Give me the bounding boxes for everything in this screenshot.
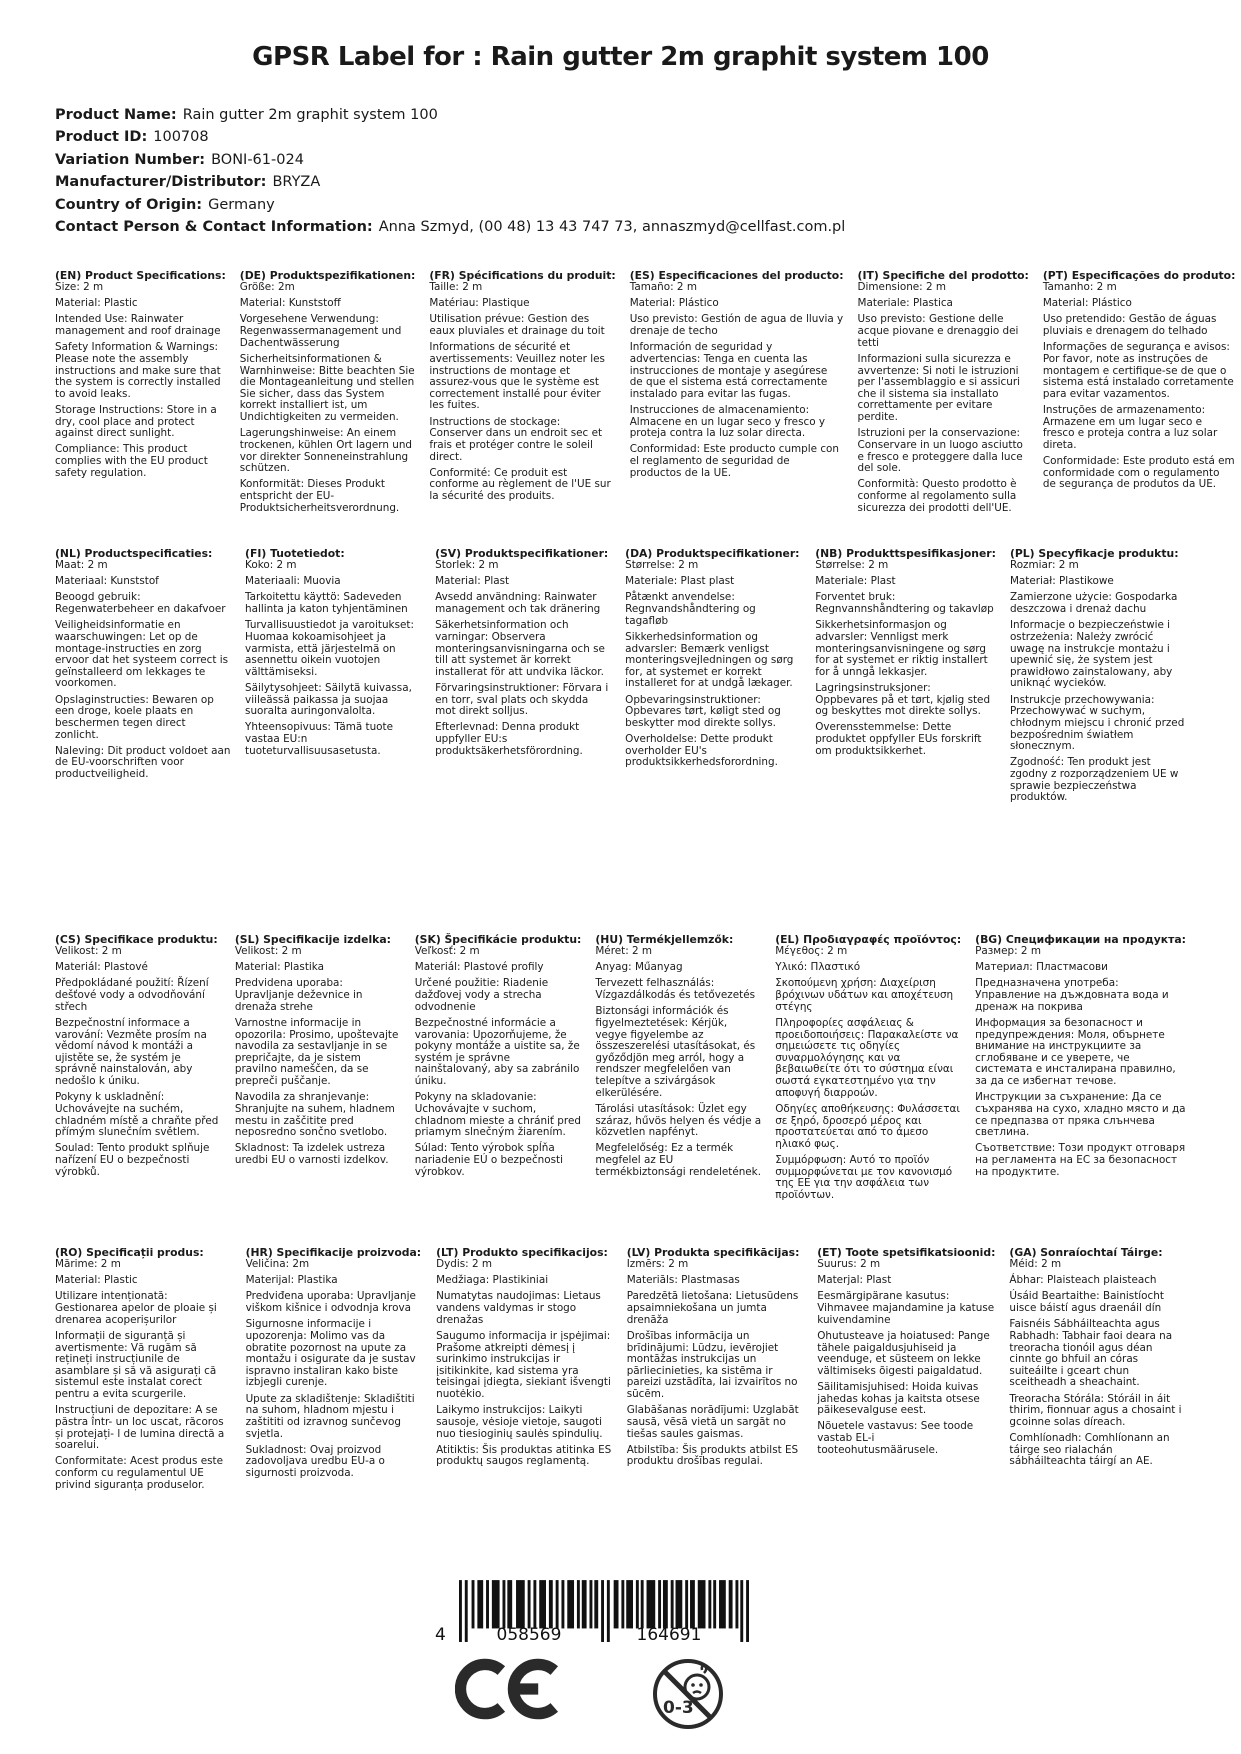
- lang-row-4: [55, 1247, 1186, 1547]
- spec-paragraph: Veľkosť: 2 m: [414, 945, 480, 958]
- spec-paragraph: Predvidena uporaba: Upravljanje deževnice in drenaža strehe: [234, 977, 363, 1013]
- lang-paragraphs: [245, 560, 421, 757]
- spec-paragraph: Materiál: Plastové profily: [414, 961, 544, 974]
- spec-paragraph: Instrukcje przechowywania: Przechowywać w suchym, chłodnym miejscu i chronić przed bezpośrednim światłem słonecznym.: [1009, 693, 1185, 753]
- spec-paragraph: Nõuetele vastavus: See toode vastab EL-i tooteohutusmäärusele.: [817, 1420, 974, 1456]
- lang-header: (EN) Product Specifications:: [55, 269, 226, 283]
- spec-paragraph: Treoracha Stórála: Stóráil in áit thirim, fionnuar agus a chosaint i gcoinne solas díreach.: [1009, 1392, 1182, 1428]
- spec-paragraph: Konformität: Dieses Produkt entspricht der EU-Produktsicherheitsverordnung.: [239, 478, 400, 514]
- spec-paragraph: Overensstemmelse: Dette produktet oppfyller EUs forskrift om produktsikkerhet.: [815, 721, 982, 757]
- spec-paragraph: Instructions de stockage: Conserver dans un endroit sec et frais et protéger contre le soleil direct.: [429, 415, 603, 463]
- spec-paragraph: Veiligheidsinformatie en waarschuwingen: Let op de montage-instructies en zorg ervoor dat het systeem correct is geïnstalleerd om lekkages te voorkomen.: [55, 619, 229, 690]
- spec-paragraph: Ohutusteave ja hoiatused: Pange tähele paigaldusjuhiseid ja veenduge, et süsteem on lekke vältimiseks õigesti paigaldatud.: [817, 1329, 990, 1377]
- spec-paragraph: Koko: 2 m: [245, 559, 297, 572]
- lang-paragraphs: [429, 282, 615, 502]
- field-label: Product Name:: [55, 107, 177, 123]
- lang-block-sv: [435, 548, 611, 934]
- lang-header: (PL) Specyfikacje produktu:: [1009, 547, 1179, 561]
- age-warning-label: 0-3: [663, 1698, 694, 1719]
- field-label: Manufacturer/Distributor:: [55, 174, 267, 191]
- spec-paragraph: Bezpečnostné informácie a varovania: Upozorňujeme, že pokyny montáže a uistite sa, že systém je správne nainštalovaný, aby sa zabránilo úniku.: [414, 1016, 580, 1088]
- spec-paragraph: Instruções de armazenamento: Armazene em um lugar seco e fresco e proteja contra a luz solar direta.: [1042, 403, 1218, 451]
- barcode-digits-left: 058569: [496, 1625, 562, 1646]
- spec-paragraph: Material: Plast: [435, 575, 510, 588]
- spec-paragraph: Tárolási utasítások: Üzlet egy száraz, hűvös helyen és védje a közvetlen napfényt.: [595, 1102, 762, 1139]
- spec-paragraph: Matériau: Plastique: [429, 297, 530, 310]
- spec-paragraph: Súlad: Tento výrobok spĺňa nariadenie EÚ o bezpečnosti výrobkov.: [414, 1142, 563, 1178]
- spec-paragraph: Размер: 2 m: [975, 945, 1041, 958]
- lang-header: (HU) Termékjellemzők:: [595, 933, 734, 947]
- field-value: Rain gutter 2m graphit system 100: [182, 107, 438, 123]
- lang-header: (HR) Specifikacije proizvoda:: [245, 1246, 422, 1260]
- spec-paragraph: Materiale: Plast plast: [625, 575, 735, 588]
- spec-paragraph: Ábhar: Plaisteach plaisteach: [1009, 1274, 1157, 1287]
- spec-paragraph: Safety Information & Warnings: Please note the assembly instructions and make sure that the system is correctly installed to avoid leaks.: [55, 341, 221, 400]
- field-value: BONI-61-024: [211, 151, 304, 168]
- spec-paragraph: Utilizare intenționată: Gestionarea apelor de ploaie și drenarea acoperișurilor: [55, 1290, 217, 1326]
- spec-paragraph: Laikymo instrukcijos: Laikyti sausoje, vėsioje vietoje, saugoti nuo tiesioginių saulės spindulių.: [436, 1404, 603, 1440]
- spec-paragraph: Συμμόρφωση: Αυτό το προϊόν συμμορφώνεται με τον κανονισμό της ΕΕ για την ασφάλεια των προϊόντων.: [775, 1153, 953, 1201]
- spec-paragraph: Säilitamisjuhised: Hoida kuivas jahedas kohas ja kaitsta otsese päikesevalguse eest.: [817, 1380, 980, 1417]
- lang-header: (LV) Produkta specifikācijas:: [626, 1246, 800, 1260]
- lang-block-et: [817, 1247, 995, 1547]
- spec-paragraph: Opbevaringsinstruktioner: Opbevares tørt, køligt sted og beskytter mod direkte sollys.: [625, 693, 781, 729]
- lang-header: (EL) Προδιαγραφές προϊόντος:: [775, 933, 962, 947]
- spec-paragraph: Istruzioni per la conservazione: Conservare in un luogo asciutto e fresco e proteggere dalla luce del sole.: [857, 427, 1023, 475]
- contact-row: [55, 220, 1186, 236]
- spec-paragraph: Predviđena uporaba: Upravljanje viškom kišnice i odvodnja krova: [245, 1290, 416, 1315]
- spec-paragraph: Méret: 2 m: [595, 945, 653, 958]
- spec-paragraph: Størrelse: 2 m: [625, 559, 699, 572]
- spec-paragraph: Sicherheitsinformationen & Warnhinweise: Bitte beachten Sie die Montageanleitung und stellen Sie sicher, dass das System korrekt installiert ist, um Undichtigkeiten zu vermeiden.: [239, 352, 415, 424]
- spec-paragraph: Overholdelse: Dette produkt overholder EU's produktsikkerhedsforordning.: [625, 733, 778, 769]
- lang-block-en: [55, 270, 226, 548]
- ce-mark-icon: [455, 1657, 559, 1721]
- spec-paragraph: Navodila za shranjevanje: Shranjujte na suhem, hladnem mestu in zaščitite pred neposredno sončno svetlobo.: [234, 1091, 395, 1139]
- spec-paragraph: Material: Plástico: [1042, 297, 1132, 310]
- lang-paragraphs: [775, 946, 961, 1201]
- lang-paragraphs: [858, 282, 1029, 514]
- field-label: Product ID:: [55, 129, 148, 146]
- field-value: Anna Szmyd, (00 48) 13 43 747 73, annaszmyd@cellfast.com.pl: [378, 219, 846, 236]
- spec-paragraph: Förvaringsinstruktioner: Förvara i en torr, sval plats och skydda mot direkt solljus.: [435, 681, 609, 718]
- lang-block-ro: [55, 1247, 232, 1547]
- age-warning-icon: [651, 1657, 725, 1731]
- manufacturer-row: [55, 175, 1186, 191]
- spec-paragraph: Material: Kunststoff: [239, 297, 341, 310]
- lang-paragraphs: [1009, 1259, 1186, 1468]
- lang-paragraphs: [240, 282, 416, 514]
- spec-paragraph: Μέγεθος: 2 m: [775, 945, 848, 958]
- spec-paragraph: Méid: 2 m: [1009, 1258, 1062, 1271]
- spec-paragraph: Lagringsinstruksjoner: Oppbevares på et tørt, kjølig sted og beskyttes mot direkte sollys.: [815, 681, 991, 718]
- spec-paragraph: Forventet bruk: Regnvannshåndtering og takavløp: [815, 591, 994, 616]
- spec-paragraph: Materiaal: Kunststof: [55, 575, 159, 588]
- spec-paragraph: Utilisation prévue: Gestion des eaux pluviales et drainage du toit: [429, 313, 605, 338]
- lang-block-fr: [429, 270, 615, 548]
- variation-number-row: [55, 153, 1186, 169]
- spec-paragraph: Medžiaga: Plastikiniai: [436, 1274, 549, 1287]
- spec-paragraph: Velikost: 2 m: [55, 945, 122, 958]
- field-value: 100708: [153, 129, 209, 146]
- spec-paragraph: Biztonsági információk és figyelmeztetések: Kérjük, vegye figyelembe az összeszerelési utasításokat, és győződjön meg arról, hogy a rendszer megfelelően van telepítve a szivárgások elkerülésére.: [595, 1005, 756, 1099]
- spec-paragraph: Určené použitie: Riadenie dažďovej vody a strecha odvodnenie: [414, 977, 549, 1013]
- barcode-digits-right: 164691: [636, 1625, 702, 1646]
- lang-paragraphs: [630, 282, 844, 479]
- lang-block-hr: [246, 1247, 423, 1547]
- spec-paragraph: Soulad: Tento produkt splňuje nařízení EU o bezpečnosti výrobků.: [55, 1142, 210, 1178]
- lang-paragraphs: [435, 560, 611, 757]
- spec-paragraph: Предназначена употреба: Управление на дъждовната вода и дренаж на покрива: [975, 977, 1169, 1013]
- lang-block-el: [775, 934, 961, 1247]
- lang-block-nb: [815, 548, 996, 934]
- spec-paragraph: Předpokládané použití: Řízení dešťové vody a odvodňování střech: [55, 977, 209, 1013]
- spec-paragraph: Οδηγίες αποθήκευσης: Φυλάσσεται σε ξηρό, δροσερό μέρος και προστατεύεται από το άμεσο ηλιακό φως.: [775, 1102, 960, 1150]
- spec-paragraph: Materiál: Plastové: [55, 961, 148, 974]
- spec-paragraph: Съответствие: Този продукт отговаря на регламента на ЕС за безопасност на продуктите.: [975, 1142, 1186, 1178]
- spec-paragraph: Saugumo informacija ir įspėjimai: Prašome atkreipti dėmesį į surinkimo instrukcijas ir įsitikinkite, kad sistema yra teisingai įdiegta, siekiant išvengti nuotėkio.: [436, 1329, 611, 1401]
- spec-paragraph: Suurus: 2 m: [817, 1258, 881, 1271]
- lang-header: (ET) Toote spetsifikatsioonid:: [817, 1246, 996, 1260]
- spec-paragraph: Drošības informācija un brīdinājumi: Lūdzu, ievērojiet montāžas instrukcijas un pārliecinieties, ka sistēma ir pareizi uzstādīta, lai izvairītos no sūcēm.: [626, 1329, 798, 1401]
- spec-paragraph: Uso pretendido: Gestão de águas pluviais e drenagem do telhado: [1042, 313, 1217, 338]
- spec-paragraph: Conformità: Questo prodotto è conforme al regolamento sulla sicurezza dei prodotti dell'UE.: [857, 478, 1017, 514]
- lang-block-pl: [1010, 548, 1186, 934]
- lang-paragraphs: [1010, 560, 1186, 804]
- lang-paragraphs: [815, 560, 996, 757]
- lang-paragraphs: [627, 1259, 804, 1468]
- spec-paragraph: Avsedd användning: Rainwater management och tak dränering: [435, 591, 601, 616]
- spec-paragraph: Conformidad: Este producto cumple con el reglamento de seguridad de productos de la UE.: [629, 443, 840, 479]
- field-value: Germany: [208, 196, 275, 213]
- spec-paragraph: Tamaño: 2 m: [629, 281, 697, 294]
- spec-paragraph: Size: 2 m: [55, 281, 104, 294]
- lang-header: (DA) Produktspecifikationer:: [625, 547, 800, 561]
- spec-paragraph: Vorgesehene Verwendung: Regenwassermanagement und Dachentwässerung: [239, 313, 402, 349]
- spec-paragraph: Påtænkt anvendelse: Regnvandshåndtering og tagafløb: [625, 591, 756, 627]
- spec-paragraph: Mărime: 2 m: [55, 1258, 121, 1271]
- spec-paragraph: Material: Plástico: [629, 297, 719, 310]
- lang-paragraphs: [55, 1259, 232, 1491]
- spec-paragraph: Comhlíonadh: Comhlíonann an táirge seo rialachán sábháilteachta táirgí an AE.: [1009, 1432, 1170, 1468]
- field-label: Variation Number:: [55, 151, 206, 168]
- spec-paragraph: Faisnéis Sábháilteachta agus Rabhadh: Tabhair faoi deara na treoracha tionóil agus déan cinnte go bhfuil an córas suiteáilte i gceart chun sceitheadh a sheachaint.: [1009, 1318, 1173, 1389]
- spec-paragraph: Úsáid Beartaithe: Bainistíocht uisce báistí agus draenáil dín: [1009, 1290, 1164, 1315]
- lang-block-hu: [595, 934, 761, 1247]
- lang-block-es: [630, 270, 844, 548]
- spec-paragraph: Atitiktis: Šis produktas atitinka ES produktų saugos reglamentą.: [436, 1443, 612, 1468]
- field-label: Country of Origin:: [55, 196, 203, 213]
- marks-row: [437, 1657, 767, 1731]
- spec-paragraph: Uso previsto: Gestione delle acque piovane e drenaggio dei tetti: [857, 313, 1019, 349]
- spec-paragraph: Bezpečnostní informace a varování: Vezměte prosím na vědomí návod k montáži a ujistěte se, že systém je správně nainstalován, aby nedošlo k úniku.: [55, 1016, 207, 1088]
- lang-header: (SV) Produktspecifikationer:: [435, 547, 609, 561]
- spec-paragraph: Sukladnost: Ovaj proizvod zadovoljava uredbu EU-a o sigurnosti proizvoda.: [245, 1443, 385, 1479]
- spec-paragraph: Materiale: Plastica: [857, 297, 953, 310]
- spec-paragraph: Informações de segurança e avisos: Por favor, note as instruções de montagem e certifique-se de que o sistema está instalado corretamente para evitar vazamentos.: [1042, 341, 1234, 400]
- spec-paragraph: Информация за безопасност и предупреждения: Моля, обърнете внимание на инструкциите за сглобяване и се уверете, че системата е инсталирана правилно, за да се избегнат течове.: [975, 1016, 1176, 1088]
- lang-block-bg: [975, 934, 1186, 1247]
- spec-paragraph: Paredzētā lietošana: Lietusūdens apsaimniekošana un jumta drenāža: [626, 1290, 799, 1326]
- lang-header: (NB) Produkttspesifikasjoner:: [815, 547, 996, 561]
- spec-paragraph: Sikkerhetsinformasjon og advarsler: Vennligst merk monteringsanvisningene og sørg for at systemet er riktig installert for å unngå lekkasjer.: [815, 619, 988, 678]
- spec-paragraph: Materiale: Plast: [815, 575, 896, 588]
- spec-paragraph: Инструкции за съхранение: Да се съхранява на сухо, хладно място и да се предпазва от пряка слънчева светлина.: [975, 1091, 1186, 1139]
- spec-paragraph: Beoogd gebruik: Regenwaterbeheer en dakafvoer: [55, 591, 226, 616]
- lang-header: (GA) Sonraíochtaí Táirge:: [1009, 1246, 1163, 1260]
- field-value: BRYZA: [272, 174, 321, 191]
- spec-paragraph: Størrelse: 2 m: [815, 559, 889, 572]
- lang-row-3: [55, 934, 1186, 1247]
- lang-paragraphs: [625, 560, 801, 769]
- spec-paragraph: Skladnost: Ta izdelek ustreza uredbi EU o varnosti izdelkov.: [234, 1142, 389, 1166]
- spec-paragraph: Größe: 2m: [239, 281, 295, 294]
- lang-header: (NL) Productspecificaties:: [55, 547, 213, 561]
- spec-paragraph: Taille: 2 m: [429, 281, 483, 294]
- lang-row-2: [55, 548, 1186, 934]
- lang-header: (CS) Specifikace produktu:: [55, 933, 218, 947]
- spec-paragraph: Materjal: Plast: [817, 1274, 892, 1287]
- lang-header: (BG) Спецификации на продукта:: [975, 933, 1186, 947]
- spec-paragraph: Sigurnosne informacije i upozorenja: Molimo vas da obratite pozornost na upute za montažu i osigurate da je sustav ispravno instaliran kako biste izbjegli curenje.: [245, 1318, 416, 1389]
- spec-paragraph: Materiāls: Plastmasas: [626, 1274, 740, 1287]
- lang-row-1: [55, 269, 1236, 548]
- barcode: [435, 1579, 769, 1646]
- spec-paragraph: Veličina: 2m: [245, 1258, 310, 1271]
- spec-paragraph: Instrucciones de almacenamiento: Almacene en un lugar seco y fresco y proteja contra la luz solar directa.: [629, 403, 825, 440]
- spec-paragraph: Numatytas naudojimas: Lietaus vandens valdymas ir stogo drenažas: [436, 1290, 601, 1326]
- spec-paragraph: Rozmiar: 2 m: [1009, 559, 1079, 572]
- lang-paragraphs: [436, 1259, 613, 1468]
- spec-paragraph: Efterlevnad: Denna produkt uppfyller EU:s produktsäkerhetsförordning.: [435, 721, 583, 757]
- lang-block-sl: [235, 934, 401, 1247]
- spec-paragraph: Πληροφορίες ασφάλειας & προειδοποιήσεις: Παρακαλείστε να σημειώσετε τις οδηγίες συναρμολόγησης και να βεβαιωθείτε ότι το σύστημα είναι σωστά εγκατεστημένο για την αποφυγή διαρροών.: [775, 1016, 959, 1099]
- lang-block-sk: [415, 934, 582, 1247]
- spec-paragraph: Intended Use: Rainwater management and roof drainage: [55, 313, 221, 338]
- spec-paragraph: Izmērs: 2 m: [626, 1258, 689, 1271]
- spec-paragraph: Informations de sécurité et avertissements: Veuillez noter les instructions de montage et assurez-vous que le système est correctement installé pour éviter les fuites.: [429, 341, 605, 412]
- spec-paragraph: Storage Instructions: Store in a dry, cool place and protect against direct sunlight.: [55, 403, 217, 440]
- lang-paragraphs: [235, 946, 401, 1166]
- lang-paragraphs: [975, 946, 1186, 1178]
- lang-header: (ES) Especificaciones del producto:: [629, 269, 844, 283]
- spec-paragraph: Informații de siguranță și avertismente: Vă rugăm să rețineți instrucțiunile de asamblare și să vă asigurați că sistemul este instalat corect pentru a evita scurgerile.: [55, 1329, 217, 1401]
- spec-paragraph: Materiał: Plastikowe: [1009, 575, 1114, 588]
- lang-block-lv: [627, 1247, 804, 1547]
- spec-paragraph: Informazioni sulla sicurezza e avvertenze: Si noti le istruzioni per l'assemblaggio e si assicuri che il sistema sia installato correttamente per evitare perdite.: [857, 352, 1020, 424]
- spec-paragraph: Säilytysohjeet: Säilytä kuivassa, viileässä paikassa ja suojaa suoralta auringonvalolta.: [245, 681, 412, 718]
- spec-paragraph: Compliance: This product complies with the EU product safety regulation.: [55, 443, 208, 479]
- lang-header: (SK) Špecifikácie produktu:: [414, 933, 582, 947]
- lang-header: (DE) Produktspezifikationen:: [239, 269, 416, 283]
- spec-paragraph: Informacje o bezpieczeństwie i ostrzeżenia: Należy zwrócić uwagę na instrukcje montażu i upewnić się, że system jest prawidłowo zainstalowany, aby uniknąć wycieków.: [1009, 619, 1173, 690]
- lang-block-pt: [1043, 270, 1236, 548]
- spec-paragraph: Glabāšanas norādījumi: Uzglabāt sausā, vēsā vietā un sargāt no tiešas saules gaismas.: [626, 1404, 799, 1440]
- lang-header: (FI) Tuotetiedot:: [245, 547, 345, 561]
- country-of-origin-row: [55, 198, 1186, 214]
- lang-paragraphs: [817, 1259, 995, 1456]
- spec-paragraph: Zgodność: Ten produkt jest zgodny z rozporządzeniem UE w sprawie bezpieczeństwa produktów.: [1009, 756, 1179, 804]
- lang-block-cs: [55, 934, 221, 1247]
- lang-header: (FR) Spécifications du produit:: [429, 269, 616, 283]
- spec-paragraph: Atbilstība: Šis produkts atbilst ES produktu drošības regulai.: [626, 1443, 799, 1468]
- spec-paragraph: Tarkoitettu käyttö: Sadeveden hallinta ja katon tyhjentäminen: [245, 591, 408, 616]
- spec-paragraph: Maat: 2 m: [55, 559, 108, 572]
- lang-paragraphs: [1043, 282, 1236, 491]
- spec-paragraph: Uso previsto: Gestión de agua de lluvia y drenaje de techo: [629, 313, 844, 338]
- spec-paragraph: Anyag: Műanyag: [595, 961, 683, 974]
- spec-paragraph: Varnostne informacije in opozorila: Prosimo, upoštevajte navodila za sestavljanje in se prepričajte, da je sistem pravilno nameščen, da se prepreči puščanje.: [234, 1016, 399, 1088]
- spec-paragraph: Säkerhetsinformation och varningar: Observera monteringsanvisningarna och se till att systemet är korrekt installerat för att undvika läckor.: [435, 619, 605, 678]
- spec-paragraph: Información de seguridad y advertencias: Tenga en cuenta las instrucciones de montaje y asegúrese de que el sistema está correctamente instalado para evitar las fugas.: [629, 341, 828, 400]
- spec-paragraph: Yhteensopivuus: Tämä tuote vastaa EU:n tuoteturvallisuusasetusta.: [245, 721, 393, 757]
- spec-paragraph: Sikkerhedsinformation og advarsler: Bemærk venligst monteringsvejledningen og sørg for, at systemet er korrekt installeret for at undgå lækager.: [625, 630, 794, 690]
- lang-block-lt: [436, 1247, 613, 1547]
- spec-paragraph: Zamierzone użycie: Gospodarka deszczowa i drenaż dachu: [1009, 591, 1178, 616]
- spec-paragraph: Materijal: Plastika: [245, 1274, 338, 1287]
- barcode-digit-first: 4: [435, 1625, 446, 1646]
- lang-header: (LT) Produkto specifikacijos:: [436, 1246, 608, 1260]
- lang-header: (IT) Specifiche del prodotto:: [857, 269, 1029, 283]
- lang-header: (PT) Especificações do produto:: [1042, 269, 1236, 283]
- spec-paragraph: Pokyny k uskladnění: Uchovávejte na suchém, chladném místě a chraňte před přímým slunečním světlem.: [55, 1091, 219, 1139]
- lang-header: (SL) Specifikacije izdelka:: [234, 933, 391, 947]
- spec-paragraph: Σκοπούμενη χρήση: Διαχείριση βρόχινων υδάτων και αποχέτευση στέγης: [775, 977, 954, 1013]
- spec-paragraph: Pokyny na skladovanie: Uchovávajte v suchom, chladnom mieste a chrániť pred priamym slnečným žiarením.: [414, 1091, 581, 1139]
- lang-block-ga: [1009, 1247, 1186, 1547]
- spec-paragraph: Eesmärgipärane kasutus: Vihmavee majandamine ja katuse kuivendamine: [817, 1290, 995, 1326]
- lang-paragraphs: [55, 560, 231, 780]
- lang-paragraphs: [595, 946, 761, 1178]
- spec-paragraph: Conformitate: Acest produs este conform cu regulamentul UE privind siguranța produselor.: [55, 1455, 224, 1491]
- spec-paragraph: Dimensione: 2 m: [857, 281, 947, 294]
- spec-paragraph: Lagerungshinweise: An einem trockenen, kühlen Ort lagern und vor direkter Sonneneinstrahlung schützen.: [239, 427, 413, 475]
- spec-paragraph: Tervezett felhasználás: Vízgazdálkodás és tetővezetés: [595, 977, 756, 1002]
- spec-paragraph: Material: Plastic: [55, 1274, 138, 1287]
- spec-paragraph: Material: Plastika: [234, 961, 324, 974]
- product-id-row: [55, 130, 1186, 146]
- spec-paragraph: Upute za skladištenje: Skladištiti na suhom, hladnom mjestu i zaštititi od izravnog sunčevog svjetla.: [245, 1392, 415, 1440]
- lang-block-nl: [55, 548, 231, 934]
- spec-paragraph: Materiaali: Muovia: [245, 575, 341, 588]
- spec-paragraph: Storlek: 2 m: [435, 559, 499, 572]
- lang-paragraphs: [55, 282, 226, 479]
- spec-paragraph: Naleving: Dit product voldoet aan de EU-voorschriften voor productveiligheid.: [55, 744, 231, 780]
- spec-paragraph: Υλικό: Πλαστικό: [775, 961, 861, 974]
- lang-block-fi: [245, 548, 421, 934]
- lang-block-it: [858, 270, 1029, 548]
- language-grid: [55, 269, 1236, 1547]
- barcode-digits: [435, 1625, 765, 1645]
- lang-paragraphs: [55, 946, 221, 1178]
- spec-paragraph: Conformité: Ce produit est conforme au règlement de l'UE sur la sécurité des produits.: [429, 466, 611, 502]
- spec-paragraph: Instrucțiuni de depozitare: A se păstra într- un loc uscat, răcoros și protejați- l de lumina directă a soarelui.: [55, 1404, 225, 1452]
- lang-block-de: [240, 270, 416, 548]
- spec-paragraph: Материал: Пластмасови: [975, 961, 1108, 974]
- spec-paragraph: Megfelelőség: Ez a termék megfelel az EU termékbiztonsági rendeletének.: [595, 1142, 762, 1178]
- lang-block-da: [625, 548, 801, 934]
- page-title: GPSR Label for : Rain gutter 2m graphit system 100: [252, 42, 989, 72]
- lang-header: (RO) Specificații produs:: [55, 1246, 204, 1260]
- spec-paragraph: Conformidade: Este produto está em conformidade com o regulamento de segurança de produtos da UE.: [1042, 455, 1235, 491]
- lang-paragraphs: [246, 1259, 423, 1479]
- product-name-row: [55, 108, 1186, 124]
- bottom-symbols-area: [437, 1579, 767, 1731]
- product-info: [55, 108, 1186, 236]
- spec-paragraph: Opslaginstructies: Bewaren op een droge, koele plaats en beschermen tegen direct zonlicht.: [55, 693, 214, 741]
- spec-paragraph: Tamanho: 2 m: [1042, 281, 1117, 294]
- spec-paragraph: Material: Plastic: [55, 297, 138, 310]
- spec-paragraph: Dydis: 2 m: [436, 1258, 493, 1271]
- spec-paragraph: Turvallisuustiedot ja varoitukset: Huomaa kokoamisohjeet ja varmista, että järjestelmä on asennettu oikein vuotojen välttämiseksi.: [245, 619, 414, 678]
- field-label: Contact Person & Contact Information:: [55, 219, 373, 236]
- spec-paragraph: Velikost: 2 m: [234, 945, 302, 958]
- lang-paragraphs: [415, 946, 582, 1178]
